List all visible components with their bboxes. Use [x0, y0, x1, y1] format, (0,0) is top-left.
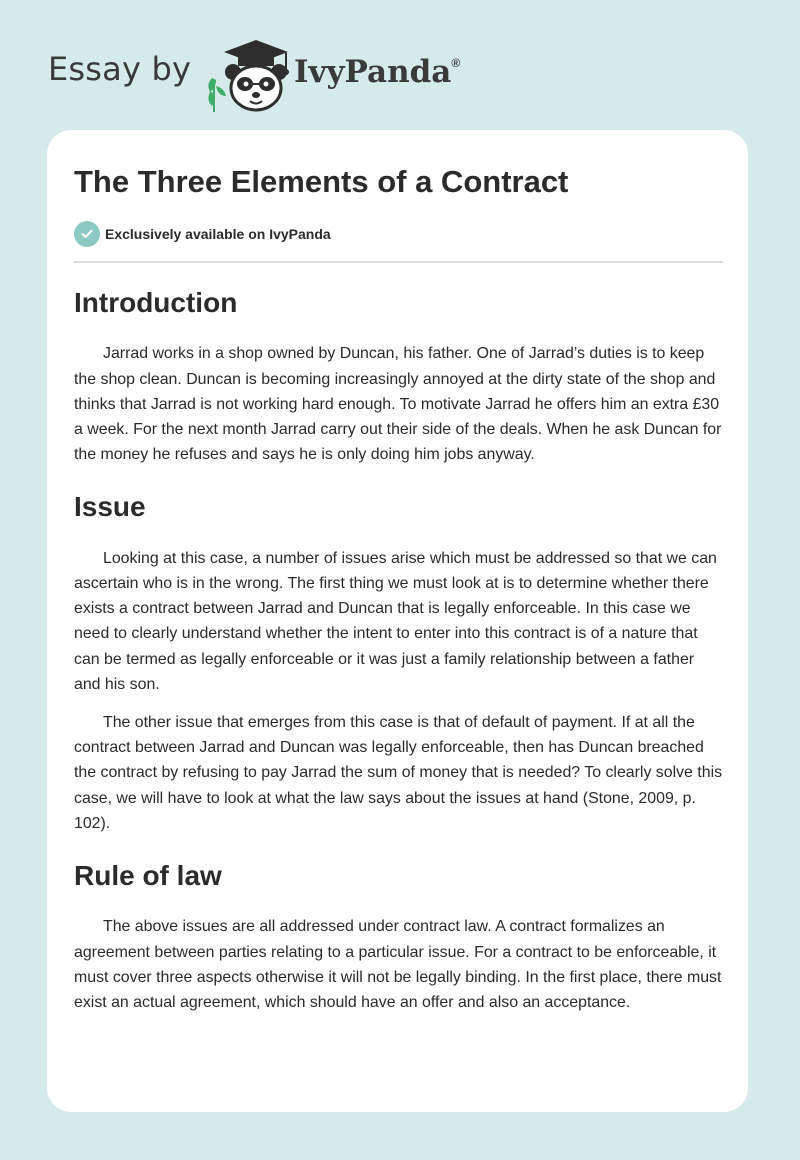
- checkmark-circle-icon: [74, 221, 100, 247]
- brand-text: IvyPanda: [294, 54, 452, 90]
- section-heading-issue: Issue: [74, 491, 146, 523]
- paragraph: The above issues are all addressed under contract law. A contract formalizes an agreement between parties relating to a particular issue. For a contract to be enforceable, it must cover three aspects otherwise it will not be legally binding. In the first place, there must exist an actual agreement, which should have an offer and also an acceptance.: [74, 918, 722, 1012]
- section-heading-rule-of-law: Rule of law: [74, 860, 222, 892]
- section-heading-introduction: Introduction: [74, 287, 238, 318]
- essay-content: [74, 280, 724, 1015]
- site-header: [48, 34, 648, 114]
- paragraph: Looking at this case, a number of issues arise which must be addressed so that we can ascertain who is in the wrong. The first thing we must look at is to determine whether there exists a contract between Jarrad and Duncan that is legally enforceable. In this case we need to clearly understand whether the intent to enter into this contract is of a nature that can be termed as legally enforceable or it was just a family relationship between a father and his son.: [74, 549, 717, 693]
- registered-mark: ®: [451, 56, 461, 70]
- paragraph: The other issue that emerges from this case is that of default of payment. If at all the contract between Jarrad and Duncan was legally enforceable, then has Duncan breached the contract by refusing to pay Jarrad the sum of money that is needed? To clearly solve this case, we will have to look at what the law says about the issues at hand (Stone, 2009, p. 102).: [74, 714, 723, 832]
- essay-by-label: Essay by: [48, 50, 192, 88]
- exclusive-badge: [74, 221, 331, 247]
- brand-name[interactable]: [294, 54, 460, 90]
- title-divider: [74, 261, 723, 263]
- paragraph: Jarrad works in a shop owned by Duncan, his father. One of Jarrad’s duties is to keep the shop clean. Duncan is becoming increasingly annoyed at the dirty state of the shop and thinks that Jarrad is not working hard enough. To motivate Jarrad he offers him an extra £30 a week. For the next month Jarrad carry out their side of the deals. When he ask Duncan for the money he refuses and says he is only doing him jobs anyway.: [74, 345, 722, 464]
- essay-card: [47, 130, 748, 1112]
- exclusive-badge-label: Exclusively available on IvyPanda: [105, 226, 331, 242]
- panda-graduate-logo-icon[interactable]: [200, 34, 300, 114]
- page-title: The Three Elements of a Contract: [74, 164, 569, 199]
